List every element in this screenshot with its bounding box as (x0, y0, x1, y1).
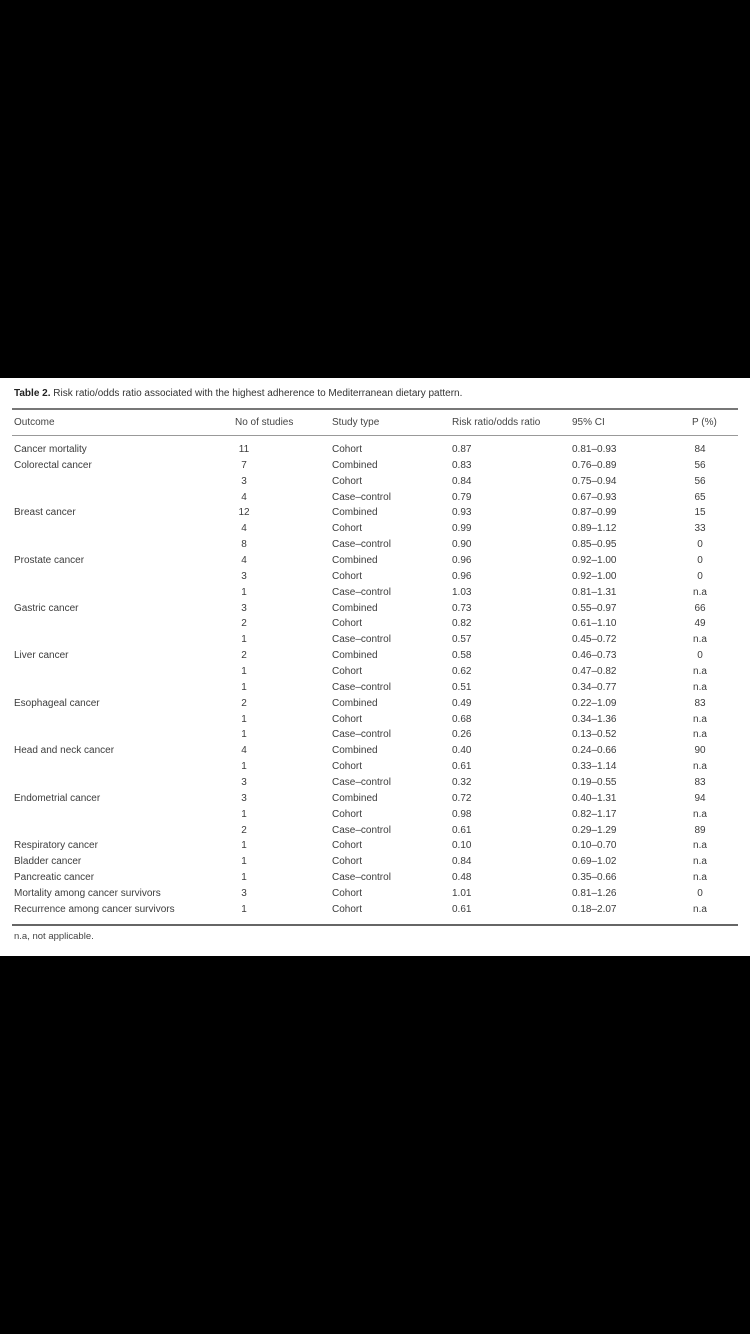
cell-p-percent: 33 (694, 523, 706, 535)
cell-95-ci: 0.33–1.14 (572, 761, 617, 773)
cell-p-percent: 0 (697, 539, 703, 551)
cell-no-of-studies: 3 (241, 888, 247, 900)
cell-95-ci: 0.92–1.00 (572, 555, 617, 567)
table-row (0, 460, 750, 476)
cell-no-of-studies: 4 (241, 491, 247, 503)
table-row (0, 571, 750, 587)
cell-study-type: Cohort (332, 888, 363, 900)
cell-study-type: Case–control (332, 681, 391, 693)
cell-risk-ratio: 0.87 (452, 444, 472, 455)
cell-risk-ratio: 0.62 (452, 666, 472, 678)
table-row (0, 492, 750, 508)
cell-study-type: Combined (332, 555, 378, 567)
cell-no-of-studies: 3 (241, 475, 247, 487)
table-row (0, 650, 750, 666)
cell-risk-ratio: 1.03 (452, 586, 472, 598)
cell-no-of-studies: 3 (241, 602, 247, 614)
cell-p-percent: 89 (694, 824, 706, 836)
cell-95-ci: 0.67–0.93 (572, 491, 617, 503)
table-row (0, 444, 750, 460)
cell-95-ci: 0.81–0.93 (572, 444, 617, 455)
table-document (0, 378, 750, 956)
cell-p-percent: n.a (693, 729, 707, 741)
header-outcome: Outcome (14, 417, 55, 428)
table-row (0, 682, 750, 698)
cell-no-of-studies: 7 (241, 459, 247, 471)
cell-no-of-studies: 1 (241, 840, 247, 852)
cell-p-percent: n.a (693, 840, 707, 852)
table-row (0, 793, 750, 809)
cell-study-type: Case–control (332, 491, 391, 503)
cell-95-ci: 0.18–2.07 (572, 903, 617, 915)
cell-no-of-studies: 1 (241, 681, 247, 693)
cell-95-ci: 0.75–0.94 (572, 475, 617, 487)
table-bottom-rule (12, 924, 738, 926)
cell-study-type: Combined (332, 507, 378, 519)
cell-study-type: Case–control (332, 824, 391, 836)
cell-study-type: Case–control (332, 539, 391, 551)
cell-95-ci: 0.24–0.66 (572, 745, 617, 757)
cell-risk-ratio: 0.99 (452, 523, 472, 535)
cell-p-percent: 56 (694, 459, 706, 471)
cell-study-type: Cohort (332, 666, 363, 678)
table-caption-label: Table 2. (14, 388, 51, 399)
cell-p-percent: n.a (693, 761, 707, 773)
cell-study-type: Case–control (332, 586, 391, 598)
cell-p-percent: 0 (697, 570, 703, 582)
cell-no-of-studies: 2 (241, 824, 247, 836)
cell-p-percent: 66 (694, 602, 706, 614)
cell-p-percent: 15 (694, 507, 706, 519)
cell-outcome: Endometrial cancer (14, 792, 101, 804)
cell-p-percent: n.a (693, 903, 707, 915)
cell-study-type: Cohort (332, 570, 363, 582)
cell-95-ci: 0.34–0.77 (572, 681, 617, 693)
cell-95-ci: 0.19–0.55 (572, 777, 617, 789)
table-row (0, 745, 750, 761)
cell-95-ci: 0.40–1.31 (572, 792, 617, 804)
cell-p-percent: n.a (693, 856, 707, 868)
cell-outcome: Respiratory cancer (14, 840, 98, 852)
cell-risk-ratio: 0.84 (452, 856, 472, 868)
cell-study-type: Cohort (332, 808, 363, 820)
cell-risk-ratio: 0.79 (452, 491, 472, 503)
cell-outcome: Cancer mortality (14, 444, 87, 455)
cell-no-of-studies: 1 (241, 586, 247, 598)
cell-outcome: Bladder cancer (14, 856, 82, 868)
cell-study-type: Cohort (332, 856, 363, 868)
cell-risk-ratio: 0.48 (452, 872, 472, 884)
cell-risk-ratio: 0.68 (452, 713, 472, 725)
cell-95-ci: 0.22–1.09 (572, 697, 617, 709)
cell-no-of-studies: 1 (241, 729, 247, 741)
cell-study-type: Combined (332, 697, 378, 709)
table-row (0, 761, 750, 777)
cell-95-ci: 0.34–1.36 (572, 713, 617, 725)
cell-outcome: Esophageal cancer (14, 697, 100, 709)
cell-no-of-studies: 2 (241, 618, 247, 630)
cell-risk-ratio: 0.73 (452, 602, 472, 614)
table-top-rule (12, 408, 738, 410)
cell-p-percent: n.a (693, 872, 707, 884)
cell-no-of-studies: 3 (241, 792, 247, 804)
table-header-row (0, 417, 750, 431)
cell-study-type: Cohort (332, 713, 363, 725)
cell-risk-ratio: 0.83 (452, 459, 472, 471)
cell-95-ci: 0.55–0.97 (572, 602, 617, 614)
cell-no-of-studies: 4 (241, 745, 247, 757)
cell-outcome: Breast cancer (14, 507, 76, 519)
cell-95-ci: 0.10–0.70 (572, 840, 617, 852)
header-study-type: Study type (332, 417, 380, 428)
cell-p-percent: 56 (694, 475, 706, 487)
table-row (0, 634, 750, 650)
table-row (0, 603, 750, 619)
cell-p-percent: 0 (697, 888, 703, 900)
cell-no-of-studies: 1 (241, 856, 247, 868)
cell-risk-ratio: 1.01 (452, 888, 472, 900)
cell-outcome: Prostate cancer (14, 555, 85, 567)
cell-95-ci: 0.69–1.02 (572, 856, 617, 868)
cell-study-type: Case–control (332, 729, 391, 741)
cell-risk-ratio: 0.61 (452, 824, 472, 836)
cell-risk-ratio: 0.96 (452, 555, 472, 567)
cell-study-type: Case–control (332, 634, 391, 646)
cell-p-percent: n.a (693, 808, 707, 820)
cell-95-ci: 0.89–1.12 (572, 523, 617, 535)
table-row (0, 714, 750, 730)
cell-risk-ratio: 0.61 (452, 903, 472, 915)
cell-risk-ratio: 0.96 (452, 570, 472, 582)
cell-no-of-studies: 2 (241, 697, 247, 709)
cell-p-percent: 65 (694, 491, 706, 503)
header-95-ci: 95% CI (572, 417, 605, 428)
header-risk-ratio: Risk ratio/odds ratio (452, 417, 541, 428)
cell-no-of-studies: 1 (241, 903, 247, 915)
cell-outcome: Recurrence among cancer survivors (14, 903, 175, 915)
cell-95-ci: 0.45–0.72 (572, 634, 617, 646)
cell-95-ci: 0.87–0.99 (572, 507, 617, 519)
cell-p-percent: 0 (697, 650, 703, 662)
cell-no-of-studies: 4 (241, 523, 247, 535)
cell-95-ci: 0.76–0.89 (572, 459, 617, 471)
cell-no-of-studies: 1 (241, 808, 247, 820)
cell-study-type: Cohort (332, 903, 363, 915)
cell-study-type: Combined (332, 650, 378, 662)
cell-p-percent: n.a (693, 681, 707, 693)
cell-risk-ratio: 0.58 (452, 650, 472, 662)
cell-risk-ratio: 0.49 (452, 697, 472, 709)
cell-study-type: Cohort (332, 523, 363, 535)
cell-outcome: Pancreatic cancer (14, 872, 95, 884)
cell-p-percent: n.a (693, 713, 707, 725)
table-row (0, 729, 750, 745)
cell-p-percent: 49 (694, 618, 706, 630)
table-row (0, 587, 750, 603)
table-row (0, 809, 750, 825)
cell-p-percent: n.a (693, 666, 707, 678)
cell-outcome: Mortality among cancer survivors (14, 888, 161, 900)
cell-95-ci: 0.46–0.73 (572, 650, 617, 662)
table-body (0, 444, 750, 920)
cell-p-percent: 94 (694, 792, 706, 804)
cell-no-of-studies: 1 (241, 761, 247, 773)
table-row (0, 840, 750, 856)
cell-study-type: Combined (332, 459, 378, 471)
cell-risk-ratio: 0.93 (452, 507, 472, 519)
cell-no-of-studies: 1 (241, 713, 247, 725)
table-row (0, 666, 750, 682)
cell-no-of-studies: 4 (241, 555, 247, 567)
cell-study-type: Case–control (332, 872, 391, 884)
cell-no-of-studies: 11 (238, 444, 250, 455)
cell-95-ci: 0.61–1.10 (572, 618, 617, 630)
table-row (0, 825, 750, 841)
table-caption-text: Risk ratio/odds ratio associated with the highest adherence to Mediterranean dietary pattern. (50, 388, 463, 399)
cell-p-percent: 0 (697, 555, 703, 567)
table-row (0, 507, 750, 523)
cell-risk-ratio: 0.72 (452, 792, 472, 804)
cell-risk-ratio: 0.82 (452, 618, 472, 630)
cell-no-of-studies: 1 (241, 634, 247, 646)
cell-risk-ratio: 0.32 (452, 777, 472, 789)
cell-study-type: Cohort (332, 475, 363, 487)
cell-risk-ratio: 0.61 (452, 761, 472, 773)
cell-95-ci: 0.82–1.17 (572, 808, 617, 820)
cell-no-of-studies: 1 (241, 872, 247, 884)
cell-no-of-studies: 2 (241, 650, 247, 662)
header-p-percent: P (%) (692, 417, 717, 428)
header-no-of-studies: No of studies (235, 417, 294, 428)
cell-risk-ratio: 0.84 (452, 475, 472, 487)
cell-no-of-studies: 3 (241, 777, 247, 789)
cell-p-percent: 90 (694, 745, 706, 757)
table-row (0, 872, 750, 888)
table-row (0, 904, 750, 920)
cell-95-ci: 0.81–1.31 (572, 586, 617, 598)
cell-risk-ratio: 0.98 (452, 808, 472, 820)
cell-outcome: Liver cancer (14, 650, 69, 662)
cell-study-type: Case–control (332, 777, 391, 789)
cell-no-of-studies: 8 (241, 539, 247, 551)
table-row (0, 476, 750, 492)
cell-risk-ratio: 0.51 (452, 681, 472, 693)
table-row (0, 555, 750, 571)
cell-outcome: Gastric cancer (14, 602, 79, 614)
table-row (0, 777, 750, 793)
cell-risk-ratio: 0.26 (452, 729, 472, 741)
cell-study-type: Combined (332, 602, 378, 614)
table-row (0, 539, 750, 555)
cell-95-ci: 0.85–0.95 (572, 539, 617, 551)
cell-no-of-studies: 12 (238, 507, 250, 519)
cell-95-ci: 0.35–0.66 (572, 872, 617, 884)
cell-risk-ratio: 0.10 (452, 840, 472, 852)
table-row (0, 698, 750, 714)
cell-p-percent: 84 (694, 444, 706, 455)
table-row (0, 618, 750, 634)
cell-study-type: Cohort (332, 761, 363, 773)
cell-risk-ratio: 0.57 (452, 634, 472, 646)
cell-outcome: Head and neck cancer (14, 745, 115, 757)
cell-outcome: Colorectal cancer (14, 459, 92, 471)
table-footnote: n.a, not applicable. (14, 931, 94, 942)
table-row (0, 523, 750, 539)
cell-p-percent: 83 (694, 777, 706, 789)
table-caption (14, 388, 462, 399)
cell-no-of-studies: 1 (241, 666, 247, 678)
cell-p-percent: 83 (694, 697, 706, 709)
cell-risk-ratio: 0.40 (452, 745, 472, 757)
cell-study-type: Combined (332, 792, 378, 804)
cell-study-type: Combined (332, 745, 378, 757)
cell-p-percent: n.a (693, 586, 707, 598)
table-row (0, 888, 750, 904)
table-header-rule (12, 435, 738, 436)
cell-no-of-studies: 3 (241, 570, 247, 582)
cell-95-ci: 0.92–1.00 (572, 570, 617, 582)
cell-study-type: Cohort (332, 840, 363, 852)
cell-95-ci: 0.29–1.29 (572, 824, 617, 836)
cell-95-ci: 0.81–1.26 (572, 888, 617, 900)
cell-study-type: Cohort (332, 618, 363, 630)
cell-risk-ratio: 0.90 (452, 539, 472, 551)
table-row (0, 856, 750, 872)
cell-p-percent: n.a (693, 634, 707, 646)
cell-95-ci: 0.47–0.82 (572, 666, 617, 678)
cell-95-ci: 0.13–0.52 (572, 729, 617, 741)
cell-study-type: Cohort (332, 444, 363, 455)
